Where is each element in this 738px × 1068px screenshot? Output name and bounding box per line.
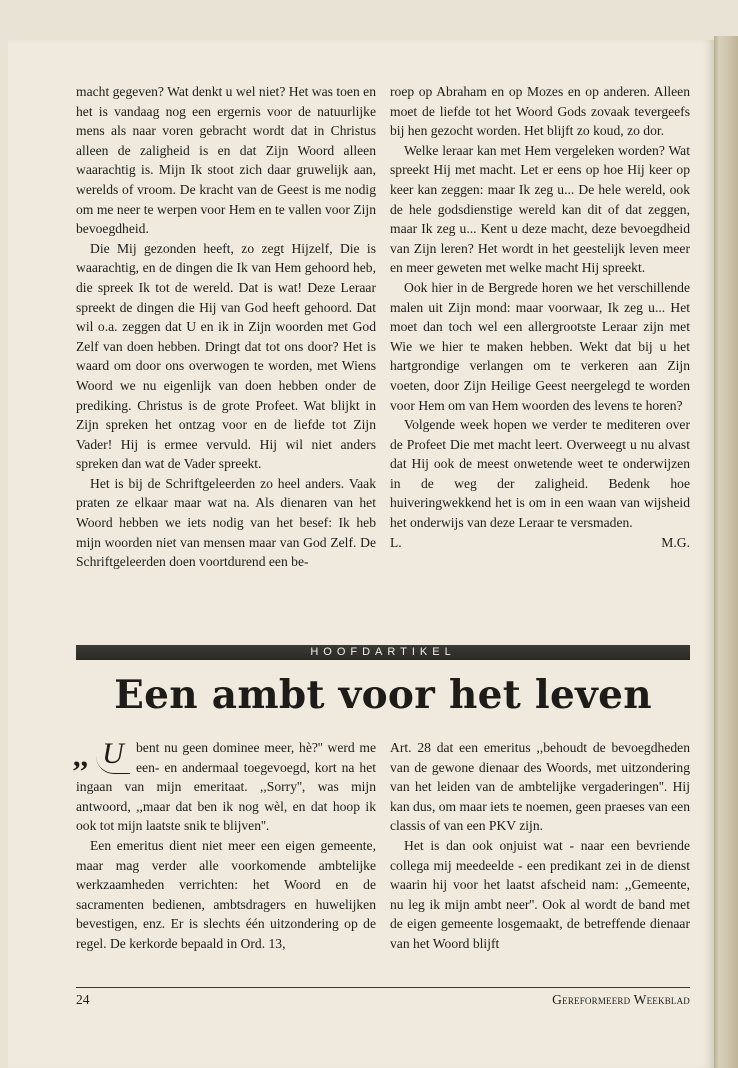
article-column-right [390,738,690,954]
opening-paragraph [73,737,376,836]
section-label: HOOFDARTIKEL [310,646,456,658]
opening-quote-mark: ,, [73,740,88,773]
article-headline: Een ambt voor het leven [114,672,652,718]
page-edge [714,36,738,1068]
signature-line [390,533,690,553]
paragraph: Die Mij gezonden heeft, zo zegt Hijzelf, Die is waarachtig, en de dingen die Ik van Hem gehoord heb, die spreek Ik tot de wereld. Dat is wat! Deze Leraar spreekt de dingen die Hij van God heeft gehoord. Dat wil o.a. zeggen dat U en ik in Zijn woorden met God Zelf van doen hebben. Dringt dat tot ons door? Het is waard om door ons overwogen te worden, met Wiens Woord we nu eigenlijk van doen hebben onder de prediking. Christus is de grote Profeet. Wat blijkt in Zijn spreken het ontzag voor en de liefde tot Zijn Vader! Hij is ermee vervuld. Hij wil niet anders spreken dan wat de Vader spreekt. [76,240,376,472]
paragraph: Welke leraar kan met Hem vergeleken worden? Wat spreekt Hij met macht. Let er eens op hoe Hij keer op keer kan zeggen: maar Ik zeg u... De hele wereld, ook de hele godsdienstige wereld kan dit of dat zeggen, maar Ik zeg u... Kent u deze macht, deze bevoegdheid van Zijn leren? Het wordt in het geestelijk leven meer en meer geweten met welke macht Hij spreekt. [390,142,690,276]
meditation-column-right [390,82,690,552]
paragraph: Het is dan ook onjuist wat - naar een bevriende collega mij meedeelde - een predikant zei in de dienst waarin hij voor het laatst afscheid nam: ,,Gemeente, nu leg ik mijn ambt neer''. Ook al wordt de band met de eigen gemeente losgemaakt, de betreffende dienaar van het Woord blijft [390,837,690,951]
signature-initial-left: L. [390,534,402,550]
drop-cap-letter: U [96,739,130,774]
paragraph: Het is bij de Schriftgeleerden zo heel anders. Vaak praten ze elkaar maar wat na. Als dienaren van het Woord hebben we iets nodig van het besef: Ik heb mijn woorden niet van mensen maar van God Zelf. De Schriftgeleerden doen voortdurend een be- [76,475,376,570]
page-number: 24 [76,992,90,1007]
paragraph: macht gegeven? Wat denkt u wel niet? Het was toen en het is vandaag nog een ergernis voor de natuurlijke mens als naar voren gebracht wordt dat in Christus alleen de zaligheid is en dat Zijn Woord alleen waarachtig is. Mijn Ik stoot zich daar gruwelijk aan, werelds of vroom. De kracht van de Geest is me nodig om me neer te werpen voor Hem en te vallen voor Zijn bevoegdheid. [76,84,376,237]
section-label-bar [76,645,690,660]
paragraph: Art. 28 dat een emeritus ,,behoudt de bevoegdheden van de gewone dienaar des Woords, met uitzondering van het leiden van de ambtelijke vergaderingen''. Hij kan dus, om maar iets te noemen, geen praeses van een classis of van een PKV zijn. [390,740,690,834]
meditation-column-left [76,82,376,572]
paragraph: roep op Abraham en op Mozes en op anderen. Alleen moet de liefde tot het Woord Gods zovaak tevergeefs bij hen gezocht worden. Het blijft zo koud, zo dor. [390,84,690,139]
article-column-left [73,737,376,954]
paragraph: Volgende week hopen we verder te mediteren over de Profeet Die met macht leert. Overweegt u nu alvast dat Hij ook de meest onwetende weet te onderwijzen in de weg der zaligheid. Bedenk hoe huiveringwekkend het is om in een waan van wijsheid het onderwijs van deze Leraar te versmaden. [390,417,690,531]
paragraph: Een emeritus dient niet meer een eigen gemeente, maar mag verder alle voorkomende ambtelijke werkzaamheden verrichten: het Woord en de sacramenten bedienen, ambtsdragers en huwelijken bevestigen, enz. Er is slechts één uitzondering op de regel. De kerkorde bepaald in Ord. 13, [76,837,376,951]
footer-rule [76,987,690,988]
paragraph: bent nu geen dominee meer, hè?'' werd me een- en andermaal toegevoegd, kort na het ingaan van mijn emeritaat. ,,Sorry'', was mijn antwoord, ,,maar dat ben ik nog wèl, en dat hoop ik ook tot mijn laatste snik te blijven''. [76,740,376,834]
signature-initials-right: M.G. [661,534,690,550]
paragraph: Ook hier in de Bergrede horen we het verschillende malen uit Zijn mond: maar voorwaar, Ik zeg u... Het moet dan toch wel een allergrootste Leraar zijn met Wie we hier te maken hebben. Wekt dat bij u het hartgrondige verlangen om te verkeren aan Zijn voeten, door Zijn Heilige Geest neergelegd te worden voor Hem om van Hem woorden des levens te horen? [390,279,690,413]
running-head: Gereformeerd Weekblad [552,992,690,1007]
